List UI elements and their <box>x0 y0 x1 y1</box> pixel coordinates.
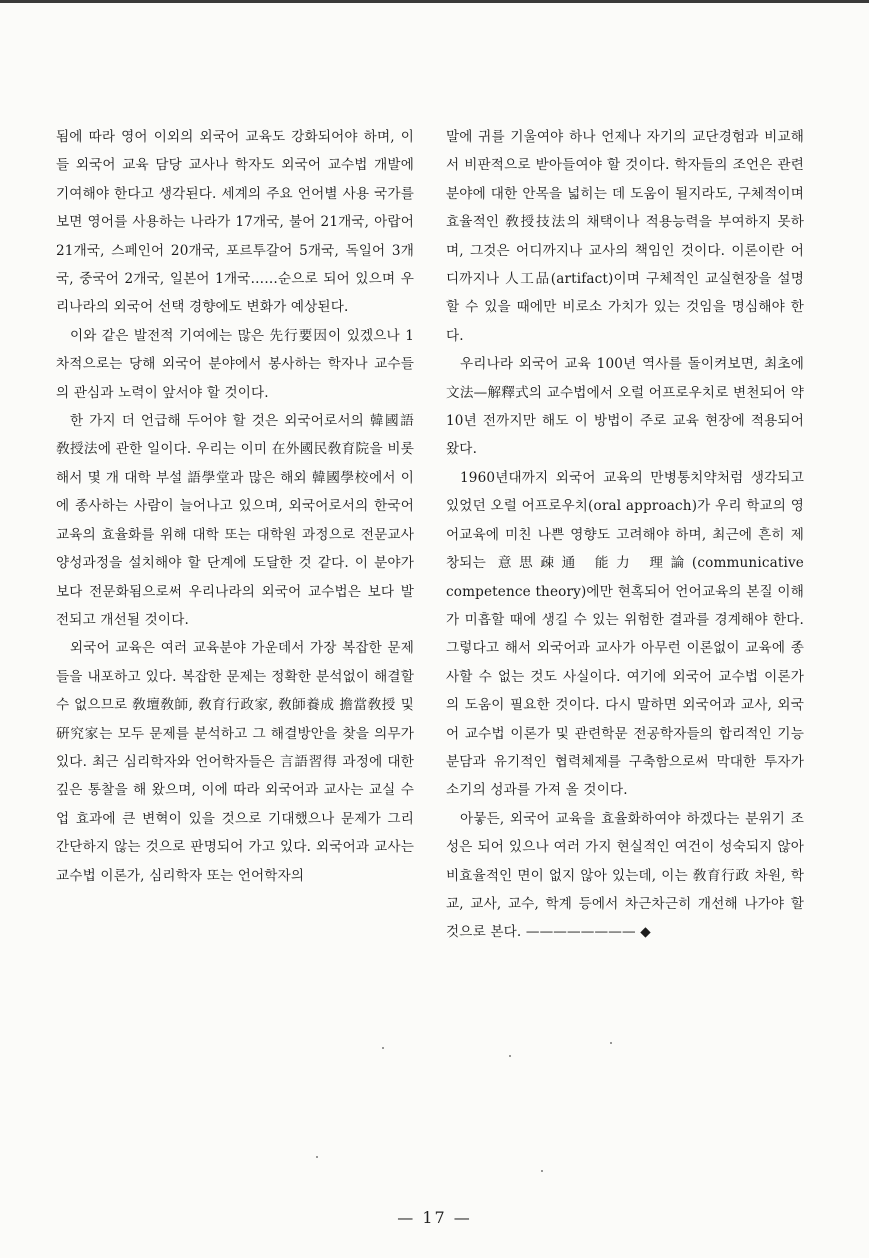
right-paragraph-1: 말에 귀를 기울여야 하나 언제나 자기의 교단경험과 비교해서 비판적으로 받아들여야 할 것이다. 학자들의 조언은 관련분야에 대한 안목을 넓히는 데 도움이 될지라도, 구체적이며 효율적인 敎授技法의 채택이나 적용능력을 부여하지 못하며, 그것은 어디까지나 교사의 책임인 것이다. 이론이란 어디까지나 人工品(artifact)이며 구체적인 교실현장을 설명할 수 있을 때에만 비로소 가치가 있는 것임을 명심해야 한다. <box>446 129 804 344</box>
page-number: — 17 — <box>397 1208 472 1227</box>
scan-speck <box>382 1047 384 1049</box>
left-paragraph-2: 이와 같은 발전적 기여에는 많은 先行要因이 있겠으나 1차적으로는 당해 외국어 분야에서 봉사하는 학자나 교수들의 관심과 노력이 앞서야 할 것이다. <box>56 327 414 401</box>
left-text-column <box>56 123 414 890</box>
right-paragraph-4: 아뭏든, 외국어 교육을 효율화하여야 하겠다는 분위기 조성은 되어 있으나 여러 가지 현실적인 여건이 성숙되지 않아 비효율적인 면이 없지 않아 있는데, 이는 敎育行政 차원, 학교, 교사, 교수, 학계 등에서 차근차근히 개선해 나가야 할 것으로 본다. ———————— ◆ <box>446 810 804 941</box>
right-paragraph-2: 우리나라 외국어 교육 100년 역사를 돌이켜보면, 최초에 文法—解釋式의 교수법에서 오럴 어프로우치로 변천되어 약 10년 전까지만 해도 이 방법이 주로 교육 현장에 적용되어 왔다. <box>446 356 804 458</box>
right-paragraph-3: 1960년대까지 외국어 교육의 만병통치약처럼 생각되고 있었던 오럴 어프로우치(oral approach)가 우리 학교의 영어교육에 미친 나쁜 영향도 고려해야 하며, 최근에 흔히 제창되는 意思疎通 能力 理論(communicative competence theory)에만 현혹되어 언어교육의 본질 이해가 미흡할 때에 생길 수 있는 위험한 결과를 경계해야 한다. 그렇다고 해서 외국어과 교사가 아무런 이론없이 교육에 종사할 수 없는 것도 사실이다. 여기에 외국어 교수법 이론가의 도움이 필요한 것이다. 다시 말하면 외국어과 교사, 외국어 교수법 이론가 및 관련학문 전공학자들의 합리적인 기능 분담과 유기적인 협력체제를 구축함으로써 막대한 투자가 소기의 성과를 가져 올 것이다. <box>446 469 804 799</box>
left-paragraph-4: 외국어 교육은 여러 교육분야 가운데서 가장 복잡한 문제들을 내포하고 있다. 복잡한 문제는 정확한 분석없이 해결할 수 없으므로 敎壇敎師, 敎育行政家, 敎師養成 擔當敎授 및 硏究家는 모두 문제를 분석하고 그 해결방안을 찾을 의무가 있다. 최근 심리학자와 언어학자들은 言語習得 과정에 대한 깊은 통찰을 해 왔으며, 이에 따라 외국어과 교사는 교실 수업 효과에 큰 변혁이 있을 것으로 기대했으나 문제가 그리 간단하지 않는 것으로 판명되어 가고 있다. 외국어과 교사는 교수법 이론가, 심리학자 또는 언어학자의 <box>56 640 414 884</box>
scan-speck <box>316 1156 318 1158</box>
left-paragraph-3: 한 가지 더 언급해 두어야 할 것은 외국어로서의 韓國語 敎授法에 관한 일이다. 우리는 이미 在外國民敎育院을 비롯해서 몇 개 대학 부설 語學堂과 많은 해외 韓國學校에서 이에 종사하는 사람이 늘어나고 있으며, 외국어로서의 한국어 교육의 효율화를 위해 대학 또는 대학원 과정으로 전문교사 양성과정을 설치해야 할 단계에 도달한 것 같다. 이 분야가 보다 전문화됨으로써 우리나라의 외국어 교수법은 보다 발전되고 개선될 것이다. <box>56 413 414 628</box>
scan-speck <box>610 1042 612 1044</box>
scan-speck <box>541 1170 543 1172</box>
scan-speck <box>509 1055 511 1057</box>
left-paragraph-1: 됨에 따라 영어 이외의 외국어 교육도 강화되어야 하며, 이들 외국어 교육 담당 교사나 학자도 외국어 교수법 개발에 기여해야 한다고 생각된다. 세계의 주요 언어별 사용 국가를 보면 영어를 사용하는 나라가 17개국, 불어 21개국, 아랍어 21개국, 스페인어 20개국, 포르투갈어 5개국, 독일어 3개국, 중국어 2개국, 일본어 1개국……순으로 되어 있으며 우리나라의 외국어 선택 경향에도 변화가 예상된다. <box>56 129 414 316</box>
right-text-column <box>446 123 804 947</box>
top-border-rule <box>0 0 869 3</box>
